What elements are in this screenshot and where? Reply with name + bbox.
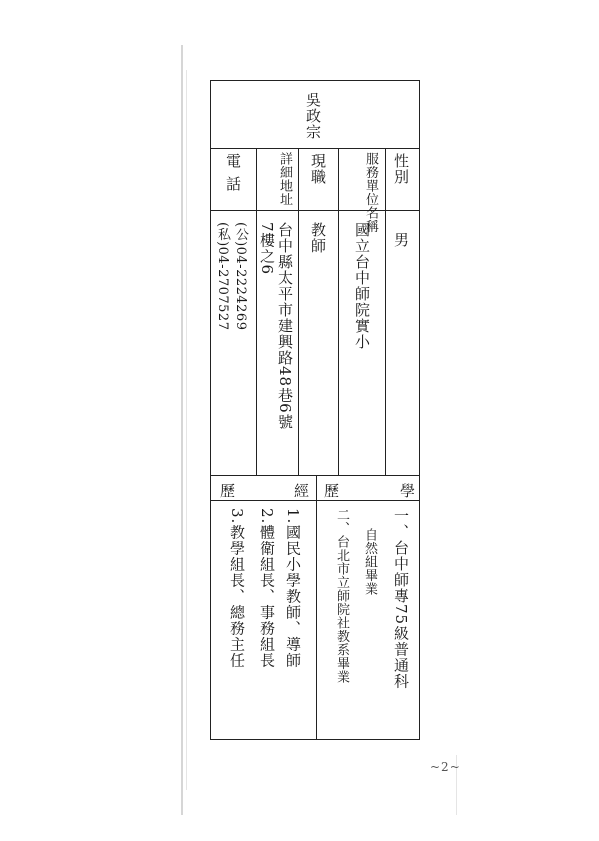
column-divider: [385, 148, 386, 475]
header-address: 詳細地址: [277, 152, 292, 206]
experience-heading-char: 歷: [220, 482, 236, 500]
education-heading-char: 學: [400, 482, 416, 500]
education-item: 自然組畢業: [362, 528, 377, 596]
scan-edge: [181, 45, 183, 815]
column-divider: [316, 475, 317, 740]
education-heading-char: 歷: [324, 482, 340, 500]
person-name: 吳政宗: [304, 92, 322, 140]
value-address-line1: 台中縣太平市建興路48巷6號: [276, 222, 294, 430]
experience-item: 2.體衛組長、事務組長: [258, 508, 276, 669]
education-item: 二、台北市立師院社教系畢業: [334, 508, 349, 684]
header-gender: 性別: [392, 153, 410, 185]
row-divider: [210, 475, 420, 476]
column-divider: [338, 148, 339, 475]
scan-edge: [186, 70, 187, 790]
value-phone-home: (私)04-2707527: [215, 222, 230, 331]
value-phone-office: (公)04-2224269: [233, 222, 248, 331]
column-divider: [298, 148, 299, 475]
row-divider: [210, 500, 420, 501]
header-title: 現職: [309, 153, 327, 185]
experience-item: 1.國民小學教師、導師: [284, 508, 302, 669]
experience-heading-char: 經: [294, 482, 310, 500]
value-unit: 國立台中師院實小: [353, 222, 371, 350]
value-gender: 男: [392, 232, 410, 248]
education-item: 一、台中師專75級普通科: [392, 508, 410, 690]
row-divider: [210, 148, 420, 149]
header-phone: 電話: [224, 153, 242, 199]
header-unit: 服務單位名稱: [363, 152, 378, 233]
page-number: ~2~: [430, 760, 461, 774]
row-divider: [210, 210, 420, 211]
value-title: 教師: [309, 222, 327, 254]
experience-item: 3.教學組長、總務主任: [228, 508, 246, 669]
column-divider: [256, 148, 257, 475]
value-address-line2: 7樓之6: [258, 222, 276, 276]
